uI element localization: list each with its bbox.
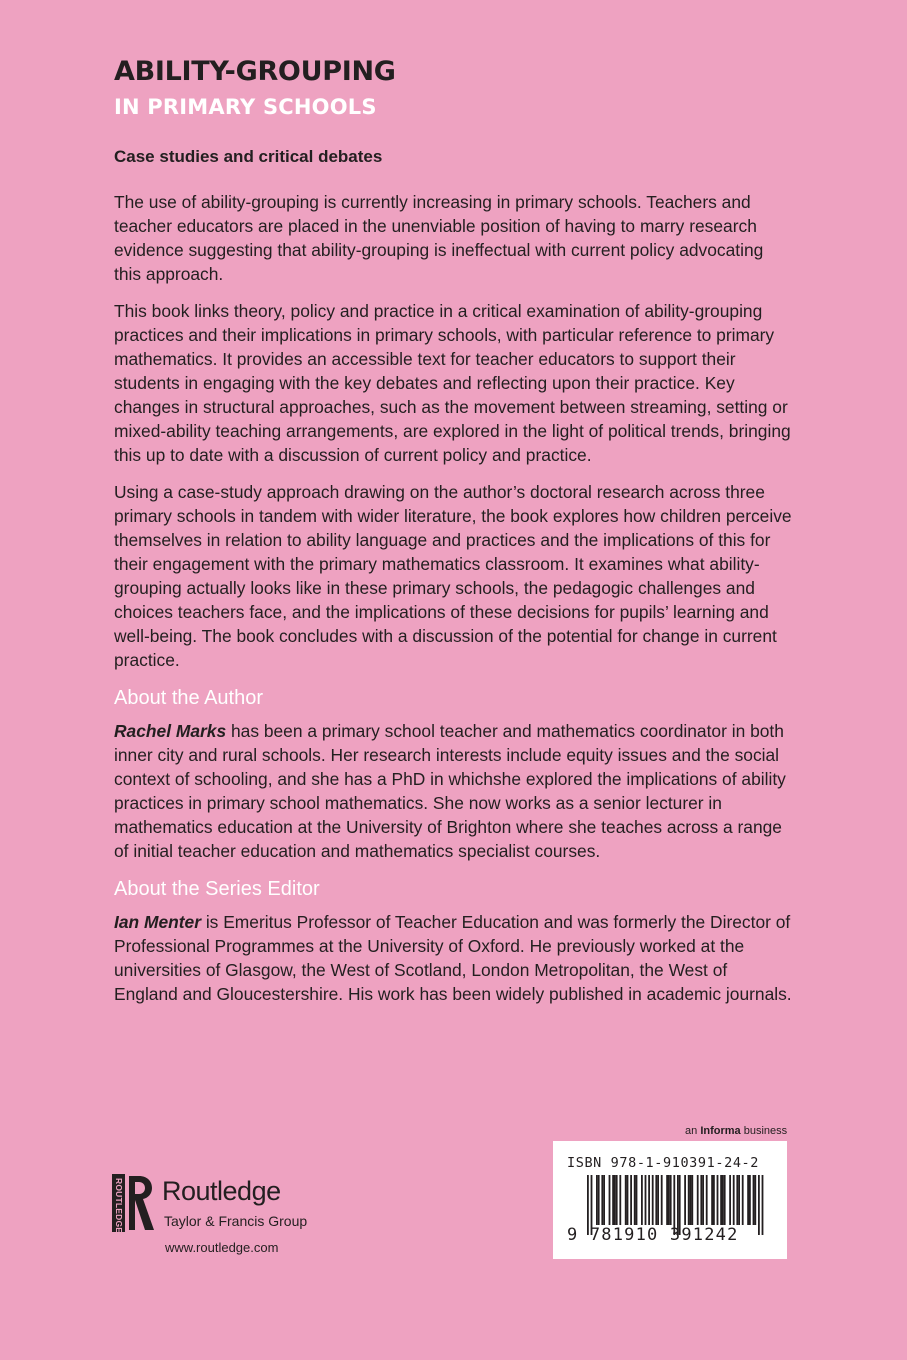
barcode-bar (724, 1175, 726, 1225)
barcode-bar (684, 1175, 686, 1225)
isbn-label: ISBN 978-1-910391-24-2 (567, 1155, 760, 1171)
book-tagline: Case studies and critical debates (114, 147, 383, 166)
barcode-bar (700, 1175, 702, 1225)
barcode-bar (697, 1175, 699, 1225)
blurb-paragraph-3: Using a case-study approach drawing on the author’s doctoral research across three primary schools in tandem with wider literature, the book explores how children perceive themselves in relation to ability language and practices and the implications of this for their engagement with the primary mathematics classroom. It examines what ability-grouping actually looks like in these primary schools, the pedagogic challenges and choices teachers face, and the implications of these decisions for pupils’ learning and well-being. The book concludes with a discussion of the potential for change in current practice. (114, 482, 792, 670)
barcode-bar (762, 1175, 764, 1235)
about-author-text (114, 719, 794, 863)
editor-bio: is Emeritus Professor of Teacher Education and was formerly the Director of Professional Programmes at the University of Oxford. He previously worked at the universities of Glasgow, the West of Scotland, London Metropolitan, the West of England and Gloucestershire. His work has been widely published in academic journals. (114, 912, 792, 1004)
svg-text:ROUTLEDGE: ROUTLEDGE (114, 1178, 124, 1234)
barcode-bar (612, 1175, 614, 1225)
barcode-bar (758, 1175, 760, 1235)
author-name: Rachel Marks (114, 721, 227, 741)
barcode-bar (754, 1175, 756, 1225)
book-title: ABILITY-GROUPING (114, 56, 396, 87)
publisher-website: www.routledge.com (165, 1240, 279, 1255)
ean-digits: 9 781910 391242 (567, 1225, 739, 1245)
barcode-bar (641, 1175, 643, 1225)
barcode-bar (609, 1175, 611, 1225)
about-editor-text (114, 910, 794, 1006)
publisher-logo (112, 1172, 352, 1242)
barcode-bar (645, 1175, 647, 1225)
barcode-bar (738, 1175, 740, 1225)
barcode-bar (655, 1175, 657, 1225)
routledge-mark-icon (112, 1172, 158, 1234)
barcode-bar (596, 1175, 598, 1225)
barcode-bar (634, 1175, 636, 1225)
barcode-bar (627, 1175, 629, 1225)
barcode-bar (688, 1175, 690, 1225)
barcode-bar (736, 1175, 738, 1225)
barcode-bar (690, 1175, 692, 1225)
barcode-bar (753, 1175, 755, 1225)
barcode-bar (717, 1175, 719, 1225)
barcode-bar (713, 1175, 715, 1225)
barcode-bar (668, 1175, 670, 1225)
barcode-bar (706, 1175, 708, 1225)
barcode-bar (729, 1175, 731, 1225)
barcode-bar (603, 1175, 605, 1225)
barcode-bar (636, 1175, 638, 1225)
barcode-bar (747, 1175, 749, 1225)
about-editor-heading: About the Series Editor (114, 878, 320, 900)
informa-tagline: an Informa business (685, 1125, 788, 1137)
blurb-paragraph-1: The use of ability-grouping is currently increasing in primary schools. Teachers and teacher educators are placed in the unenviable position of having to marry research evidence suggesting that ability-grouping is ineffectual with current policy advocating this approach. (114, 192, 764, 284)
barcode-bar (666, 1175, 668, 1225)
barcode-bar (720, 1175, 722, 1225)
publisher-group: Taylor & Francis Group (164, 1213, 308, 1229)
barcode-bar (742, 1175, 744, 1225)
blurb (114, 190, 794, 1019)
barcode-bar (616, 1175, 618, 1225)
author-bio: has been a primary school teacher and mathematics coordinator in both inner city and rural schools. Her research interests include equity issues and the social context of schooling, and she has a PhD in whichshe explored the implications of ability practices in primary school mathematics. She now works as a senior lecturer in mathematics education at the University of Brighton where she teaches across a range of initial teacher education and mathematics specialist courses. (114, 721, 786, 861)
barcode-panel (553, 1141, 787, 1259)
barcode-bar (661, 1175, 663, 1225)
barcode-bar (711, 1175, 713, 1225)
barcode-bar (733, 1175, 735, 1225)
barcode-bar (691, 1175, 693, 1225)
barcode-bar (722, 1175, 724, 1225)
barcode-bar (614, 1175, 616, 1225)
about-author-heading: About the Author (114, 687, 264, 709)
barcode-bar (749, 1175, 751, 1225)
barcode-bar (619, 1175, 621, 1225)
publisher-name: Routledge (162, 1176, 281, 1206)
barcode-bar (601, 1175, 603, 1225)
barcode-bar (630, 1175, 632, 1225)
barcode-bar (657, 1175, 659, 1225)
barcode-bar (648, 1175, 650, 1225)
editor-name: Ian Menter (114, 912, 201, 932)
barcode-bar (652, 1175, 654, 1225)
blurb-paragraph-2: This book links theory, policy and practice in a critical examination of ability-grouping practices and their implications in primary schools, with particular reference to primary mathematics. It provides an accessible text for teacher educators to support their students in engaging with the key debates and reflecting upon their practice. Key changes in structural approaches, such as the movement between streaming, setting or mixed-ability teaching arrangements, are explored in the light of political trends, bringing this up to date with a discussion of current policy and practice. (114, 301, 791, 465)
barcode-bar (625, 1175, 627, 1225)
barcode-bar (598, 1175, 600, 1225)
barcode-bar (702, 1175, 704, 1225)
book-subtitle: IN PRIMARY SCHOOLS (114, 95, 377, 119)
barcode-bar (670, 1175, 672, 1225)
